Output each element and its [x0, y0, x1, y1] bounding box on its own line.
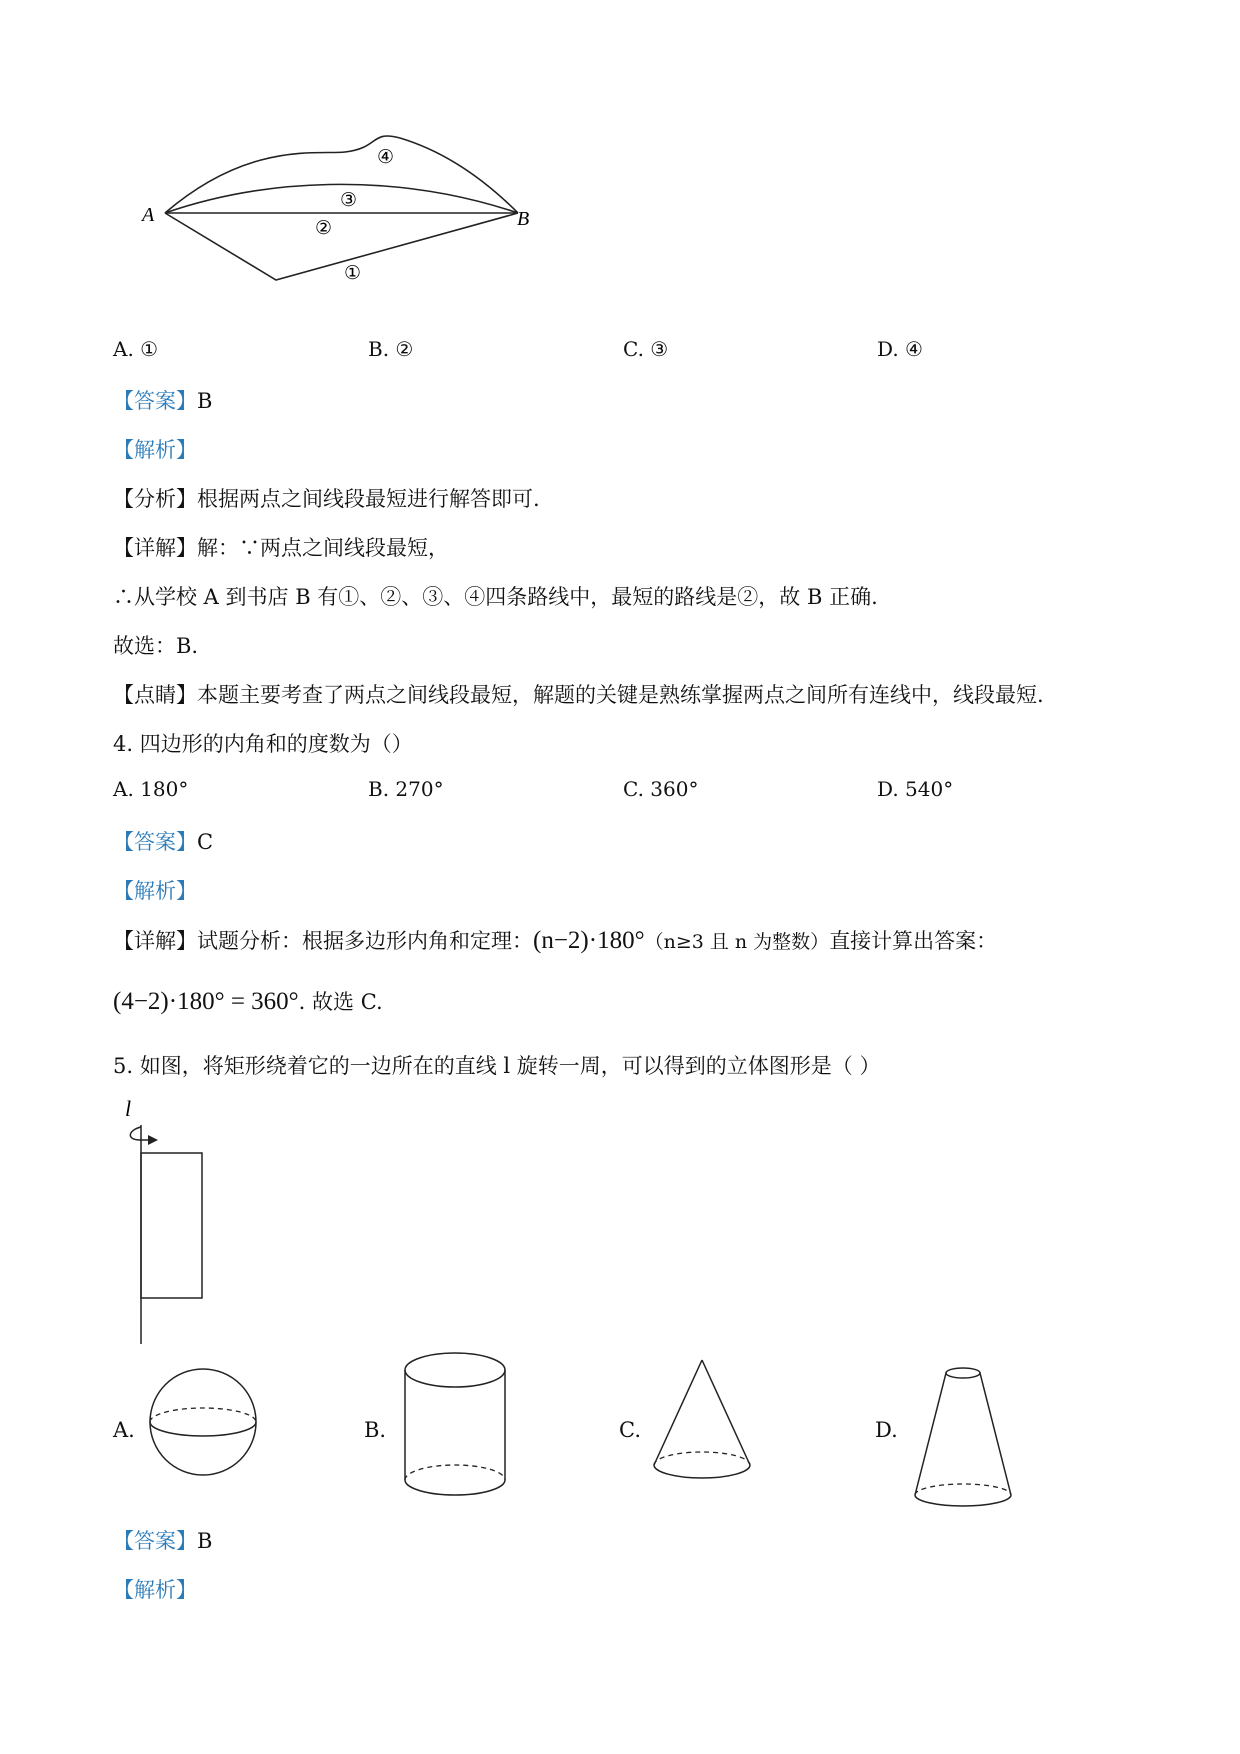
q3-option-d: D. ④: [877, 337, 923, 361]
cone-figure: [650, 1355, 780, 1515]
q5-answer: [113, 1525, 212, 1555]
q5-option-c-label: C.: [619, 1418, 641, 1442]
detail-text: 解：∵两点之间线段最短，: [197, 536, 449, 560]
q4-option-c: C. 360°: [623, 777, 699, 801]
comment-text: 本题主要考查了两点之间线段最短，解题的关键是熟练掌握两点之间所有连线中，线段最短.: [197, 683, 1044, 707]
arrow-head-icon: [148, 1135, 158, 1145]
q4-detail: [113, 925, 997, 955]
answer-tag: 【答案】: [113, 830, 197, 854]
routes-figure: [0, 0, 1240, 300]
comment-tag: 【点睛】: [113, 683, 197, 707]
q4-option-d: D. 540°: [877, 777, 954, 801]
route-1-label: ①: [344, 263, 362, 284]
q4-option-b: B. 270°: [368, 777, 444, 801]
answer-value: B: [197, 1529, 213, 1553]
q3-option-b: B. ②: [368, 337, 414, 361]
detail-tag: 【详解】: [113, 536, 197, 560]
q5-question: 5. 如图，将矩形绕着它的一边所在的直线 l 旋转一周，可以得到的立体图形是（ ）: [113, 1054, 881, 1078]
formula-general: (n−2)·180°: [533, 927, 645, 954]
q3-comment: [113, 679, 1044, 709]
detail-tag: 【详解】: [113, 929, 197, 953]
q3-analysis-tag: 【解析】: [113, 438, 197, 462]
q3-detail-line2: ∴从学校 A 到书店 B 有①、②、③、④四条路线中，最短的路线是②，故 B 正确.: [113, 585, 878, 609]
q3-fenxi: [113, 483, 540, 513]
formula-condition: （n≥3 且 n 为整数）: [644, 931, 830, 953]
q3-choose: 故选：B.: [113, 634, 199, 658]
detail-prefix: 试题分析：根据多边形内角和定理：: [197, 929, 533, 953]
q4-option-a: A. 180°: [113, 777, 189, 801]
q3-option-c: C. ③: [623, 337, 669, 361]
q5-option-d-label: D.: [875, 1418, 898, 1442]
point-a-label: A: [142, 204, 155, 226]
rotation-figure: [110, 1090, 310, 1350]
frustum-figure: [910, 1362, 1040, 1522]
axis-label: l: [125, 1096, 132, 1121]
formula-specific: (4−2)·180° = 360°: [113, 988, 299, 1015]
q3-answer: [113, 385, 212, 415]
route-4-label: ④: [377, 147, 395, 168]
answer-tag: 【答案】: [113, 389, 197, 413]
answer-tag: 【答案】: [113, 1529, 197, 1553]
answer-value: B: [197, 389, 213, 413]
sphere-figure: [148, 1362, 278, 1502]
q3-option-a: A. ①: [113, 337, 159, 361]
q4-result: [113, 986, 383, 1016]
q5-analysis-tag: 【解析】: [113, 1578, 197, 1602]
fenxi-tag: 【分析】: [113, 487, 197, 511]
route-1-polyline: [165, 213, 518, 280]
route-2-label: ②: [315, 218, 333, 239]
q4-question: 4. 四边形的内角和的度数为（）: [113, 732, 413, 756]
answer-value: C: [197, 830, 214, 854]
q3-detail-line1: [113, 532, 449, 562]
q4-answer: [113, 826, 213, 856]
route-3-label: ③: [340, 190, 358, 211]
q4-analysis-tag: 【解析】: [113, 879, 197, 903]
cylinder-figure: [400, 1350, 530, 1510]
fenxi-text: 根据两点之间线段最短进行解答即可.: [197, 487, 540, 511]
detail-suffix: 直接计算出答案：: [829, 929, 998, 953]
q5-option-a-label: A.: [113, 1418, 135, 1442]
rectangle-shape: [141, 1153, 202, 1298]
rotation-arrow-icon: [130, 1127, 150, 1140]
point-b-label: B: [517, 208, 530, 230]
q5-option-b-label: B.: [364, 1418, 387, 1442]
conclusion-text: . 故选 C.: [298, 990, 383, 1014]
